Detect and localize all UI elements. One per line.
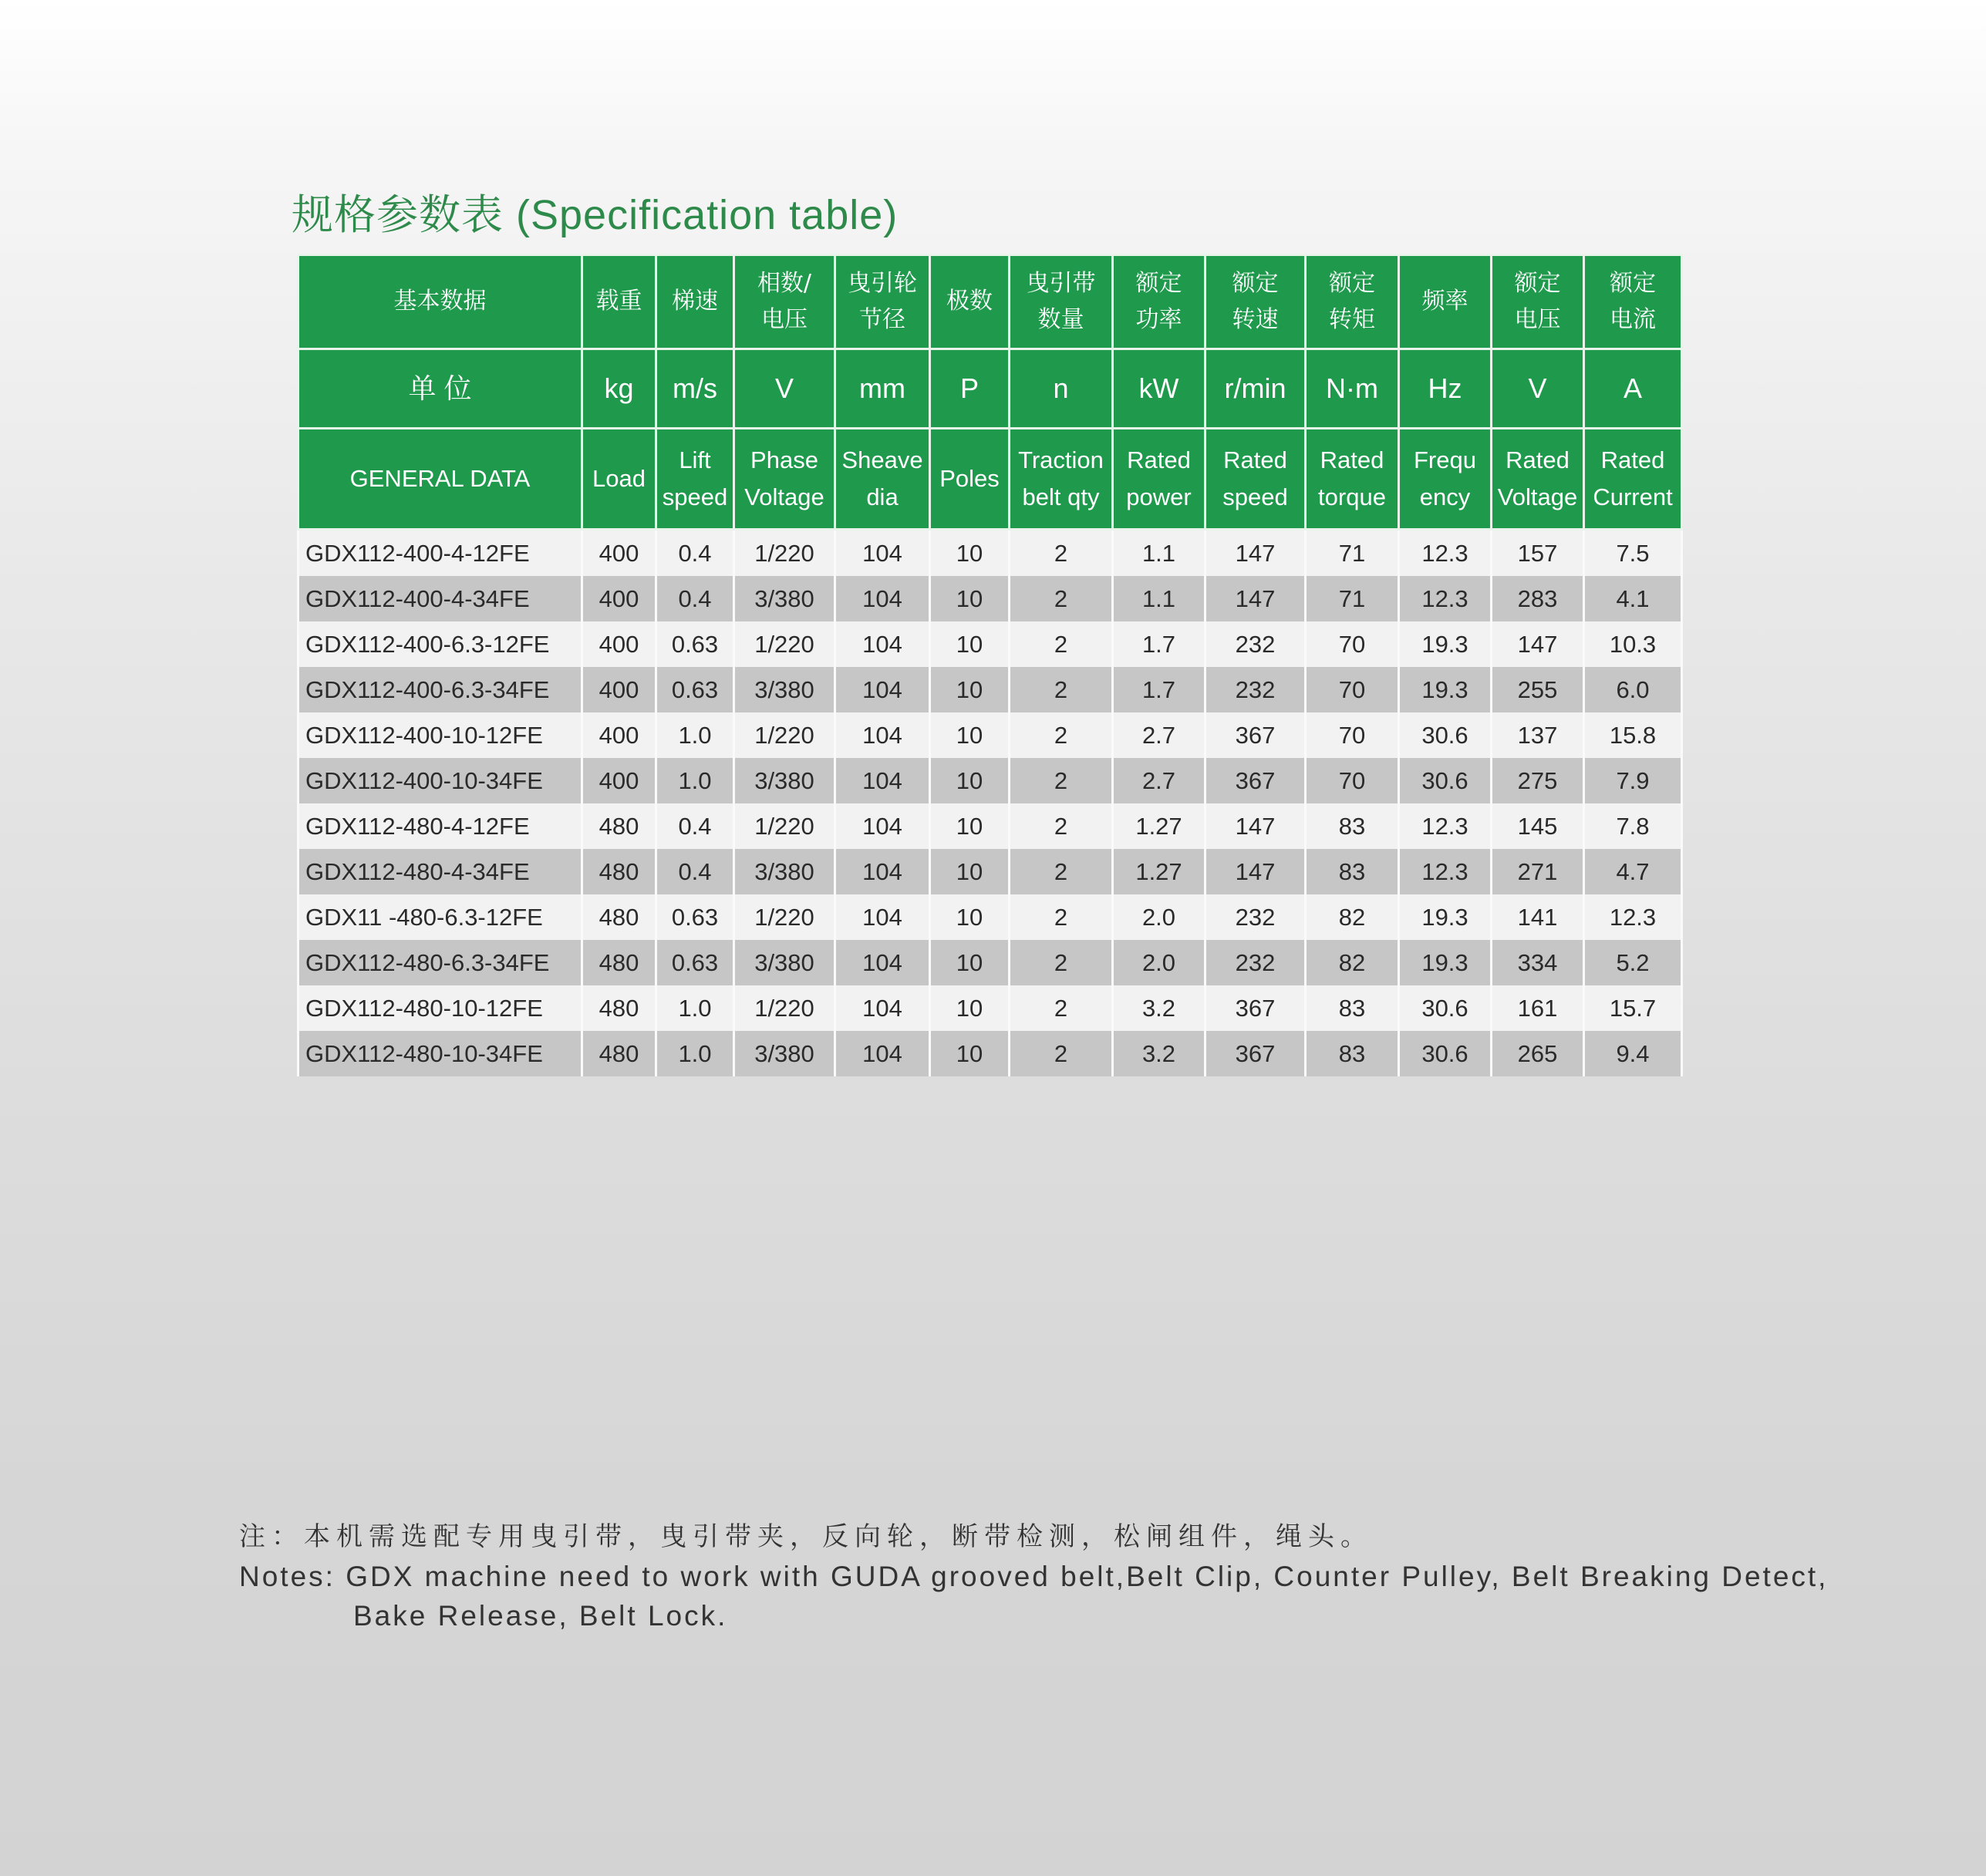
model-cell: GDX112-480-10-12FE — [298, 985, 582, 1031]
header-unit-cell: A — [1584, 349, 1682, 429]
table-cell: 400 — [582, 667, 656, 712]
table-cell: 1/220 — [734, 894, 835, 940]
table-cell: 480 — [582, 849, 656, 894]
table-row — [298, 621, 1682, 667]
table-cell: 147 — [1205, 849, 1306, 894]
header-en-cell: Traction belt qty — [1010, 429, 1113, 530]
header-en-cell: Frequ ency — [1399, 429, 1492, 530]
table-cell: 1.0 — [656, 712, 734, 758]
notes-english-line-1: Notes: GDX machine need to work with GUDA grooved belt,Belt Clip, Counter Pulley, Belt Breaking Detect, — [239, 1561, 1829, 1592]
table-body — [298, 530, 1682, 1077]
table-cell: 15.7 — [1584, 985, 1682, 1031]
notes — [239, 1517, 1828, 1635]
table-cell: 3/380 — [734, 849, 835, 894]
table-cell: 4.1 — [1584, 576, 1682, 621]
table-cell: 334 — [1492, 940, 1584, 985]
model-cell: GDX112-480-4-34FE — [298, 849, 582, 894]
table-cell: 232 — [1205, 894, 1306, 940]
table-cell: 367 — [1205, 712, 1306, 758]
table-cell: 83 — [1306, 985, 1399, 1031]
table-cell: 367 — [1205, 1031, 1306, 1076]
table-cell: 400 — [582, 712, 656, 758]
table-cell: 12.3 — [1399, 576, 1492, 621]
table-cell: 10 — [930, 621, 1010, 667]
table-cell: 2 — [1010, 940, 1113, 985]
header-en-cell: Rated Current — [1584, 429, 1682, 530]
notes-chinese: 注：本机需选配专用曳引带，曳引带夹，反向轮，断带检测，松闸组件，绳头。 — [239, 1521, 1373, 1552]
table-cell: 3/380 — [734, 940, 835, 985]
table-cell: 0.63 — [656, 894, 734, 940]
table-cell: 10 — [930, 1031, 1010, 1076]
table-row — [298, 576, 1682, 621]
table-cell: 10.3 — [1584, 621, 1682, 667]
table-cell: 2.0 — [1113, 894, 1205, 940]
table-cell: 2.7 — [1113, 758, 1205, 803]
table-cell: 480 — [582, 1031, 656, 1076]
model-cell: GDX112-480-4-12FE — [298, 803, 582, 849]
header-cn-cell: 额定 转速 — [1205, 255, 1306, 349]
table-cell: 141 — [1492, 894, 1584, 940]
header-cn-cell: 极数 — [930, 255, 1010, 349]
table-cell: 82 — [1306, 894, 1399, 940]
header-row-english — [298, 429, 1682, 530]
table-cell: 30.6 — [1399, 985, 1492, 1031]
table-cell: 283 — [1492, 576, 1584, 621]
table-cell: 3.2 — [1113, 985, 1205, 1031]
table-cell: 2 — [1010, 849, 1113, 894]
table-cell: 271 — [1492, 849, 1584, 894]
table-cell: 2 — [1010, 576, 1113, 621]
table-cell: 3/380 — [734, 1031, 835, 1076]
table-cell: 147 — [1205, 576, 1306, 621]
header-cn-cell: 梯速 — [656, 255, 734, 349]
table-cell: 1.0 — [656, 758, 734, 803]
table-cell: 157 — [1492, 530, 1584, 577]
header-en-cell: GENERAL DATA — [298, 429, 582, 530]
table-cell: 7.5 — [1584, 530, 1682, 577]
table-cell: 480 — [582, 940, 656, 985]
table-cell: 400 — [582, 758, 656, 803]
table-row — [298, 849, 1682, 894]
table-cell: 265 — [1492, 1031, 1584, 1076]
table-cell: 0.4 — [656, 530, 734, 577]
table-cell: 161 — [1492, 985, 1584, 1031]
table-cell: 30.6 — [1399, 758, 1492, 803]
header-cn-cell: 基本数据 — [298, 255, 582, 349]
table-cell: 10 — [930, 803, 1010, 849]
header-en-cell: Rated power — [1113, 429, 1205, 530]
header-cn-cell: 额定 转矩 — [1306, 255, 1399, 349]
table-cell: 2 — [1010, 803, 1113, 849]
header-unit-cell: n — [1010, 349, 1113, 429]
model-cell: GDX112-400-6.3-34FE — [298, 667, 582, 712]
header-en-cell: Phase Voltage — [734, 429, 835, 530]
table-cell: 2 — [1010, 758, 1113, 803]
table-cell: 70 — [1306, 621, 1399, 667]
table-cell: 104 — [835, 894, 930, 940]
header-unit-cell: N·m — [1306, 349, 1399, 429]
table-cell: 232 — [1205, 621, 1306, 667]
table-cell: 7.9 — [1584, 758, 1682, 803]
table-cell: 1.1 — [1113, 576, 1205, 621]
table-row — [298, 758, 1682, 803]
table-cell: 2 — [1010, 530, 1113, 577]
table-cell: 19.3 — [1399, 940, 1492, 985]
table-cell: 0.4 — [656, 576, 734, 621]
table-cell: 1.0 — [656, 1031, 734, 1076]
table-cell: 19.3 — [1399, 894, 1492, 940]
table-cell: 1/220 — [734, 530, 835, 577]
table-cell: 3/380 — [734, 576, 835, 621]
table-cell: 12.3 — [1399, 849, 1492, 894]
table-cell: 480 — [582, 985, 656, 1031]
header-unit-cell: V — [1492, 349, 1584, 429]
table-cell: 1.1 — [1113, 530, 1205, 577]
table-cell: 2 — [1010, 894, 1113, 940]
model-cell: GDX112-400-10-34FE — [298, 758, 582, 803]
header-cn-cell: 额定 电流 — [1584, 255, 1682, 349]
header-cn-cell: 额定 功率 — [1113, 255, 1205, 349]
table-cell: 9.4 — [1584, 1031, 1682, 1076]
header-unit-cell: r/min — [1205, 349, 1306, 429]
table-cell: 2 — [1010, 712, 1113, 758]
header-en-cell: Load — [582, 429, 656, 530]
table-cell: 147 — [1205, 530, 1306, 577]
table-cell: 10 — [930, 985, 1010, 1031]
table-cell: 2 — [1010, 1031, 1113, 1076]
model-cell: GDX112-480-10-34FE — [298, 1031, 582, 1076]
table-cell: 1/220 — [734, 621, 835, 667]
header-unit-cell: Hz — [1399, 349, 1492, 429]
header-en-cell: Lift speed — [656, 429, 734, 530]
header-unit-cell: P — [930, 349, 1010, 429]
table-cell: 367 — [1205, 758, 1306, 803]
header-cn-cell: 曳引带 数量 — [1010, 255, 1113, 349]
table-row — [298, 940, 1682, 985]
table-cell: 480 — [582, 803, 656, 849]
table-cell: 19.3 — [1399, 621, 1492, 667]
table-cell: 0.63 — [656, 667, 734, 712]
table-cell: 71 — [1306, 576, 1399, 621]
table-cell: 10 — [930, 940, 1010, 985]
model-cell: GDX112-400-4-34FE — [298, 576, 582, 621]
table-cell: 145 — [1492, 803, 1584, 849]
table-cell: 400 — [582, 530, 656, 577]
table-cell: 6.0 — [1584, 667, 1682, 712]
table-cell: 2 — [1010, 621, 1113, 667]
table-cell: 2.7 — [1113, 712, 1205, 758]
table-cell: 70 — [1306, 712, 1399, 758]
table-cell: 275 — [1492, 758, 1584, 803]
header-cn-cell: 曳引轮 节径 — [835, 255, 930, 349]
table-cell: 15.8 — [1584, 712, 1682, 758]
table-cell: 3/380 — [734, 667, 835, 712]
table-cell: 10 — [930, 894, 1010, 940]
table-cell: 3.2 — [1113, 1031, 1205, 1076]
table-cell: 137 — [1492, 712, 1584, 758]
header-cn-cell: 额定 电压 — [1492, 255, 1584, 349]
table-cell: 2 — [1010, 985, 1113, 1031]
header-unit-cell: kg — [582, 349, 656, 429]
table-row — [298, 803, 1682, 849]
table-cell: 104 — [835, 758, 930, 803]
header-en-cell: Poles — [930, 429, 1010, 530]
table-cell: 1.7 — [1113, 621, 1205, 667]
table-cell: 19.3 — [1399, 667, 1492, 712]
table-cell: 232 — [1205, 667, 1306, 712]
table-cell: 232 — [1205, 940, 1306, 985]
table-cell: 70 — [1306, 758, 1399, 803]
table-cell: 104 — [835, 621, 930, 667]
header-en-cell: Rated torque — [1306, 429, 1399, 530]
model-cell: GDX112-400-10-12FE — [298, 712, 582, 758]
table-cell: 0.4 — [656, 849, 734, 894]
table-cell: 480 — [582, 894, 656, 940]
table-cell: 4.7 — [1584, 849, 1682, 894]
table-cell: 104 — [835, 712, 930, 758]
table-cell: 104 — [835, 985, 930, 1031]
table-cell: 147 — [1492, 621, 1584, 667]
table-cell: 70 — [1306, 667, 1399, 712]
specification-table — [297, 254, 1683, 1076]
table-cell: 104 — [835, 530, 930, 577]
model-cell: GDX112-400-4-12FE — [298, 530, 582, 577]
table-row — [298, 667, 1682, 712]
table-cell: 0.63 — [656, 621, 734, 667]
table-row — [298, 894, 1682, 940]
table-cell: 104 — [835, 1031, 930, 1076]
table-cell: 2 — [1010, 667, 1113, 712]
header-en-cell: Sheave dia — [835, 429, 930, 530]
table-row — [298, 985, 1682, 1031]
table-cell: 10 — [930, 712, 1010, 758]
table-row — [298, 1031, 1682, 1076]
table-cell: 83 — [1306, 1031, 1399, 1076]
table-row — [298, 530, 1682, 577]
notes-english-line-2: Bake Release, Belt Lock. — [353, 1600, 728, 1632]
header-cn-cell: 相数/ 电压 — [734, 255, 835, 349]
header-en-cell: Rated speed — [1205, 429, 1306, 530]
table-cell: 400 — [582, 576, 656, 621]
table-cell: 104 — [835, 576, 930, 621]
header-unit-cell: mm — [835, 349, 930, 429]
page-title: 规格参数表 (Specification table) — [292, 192, 899, 238]
table-cell: 10 — [930, 849, 1010, 894]
table-cell: 1.27 — [1113, 803, 1205, 849]
table-row — [298, 712, 1682, 758]
header-row-chinese — [298, 255, 1682, 349]
table-cell: 71 — [1306, 530, 1399, 577]
header-row-units — [298, 349, 1682, 429]
table-cell: 104 — [835, 940, 930, 985]
header-unit-cell: 单 位 — [298, 349, 582, 429]
table-cell: 83 — [1306, 803, 1399, 849]
table-cell: 7.8 — [1584, 803, 1682, 849]
table-cell: 255 — [1492, 667, 1584, 712]
header-cn-cell: 载重 — [582, 255, 656, 349]
table-cell: 83 — [1306, 849, 1399, 894]
table-cell: 10 — [930, 530, 1010, 577]
table-cell: 367 — [1205, 985, 1306, 1031]
table-cell: 10 — [930, 667, 1010, 712]
header-unit-cell: kW — [1113, 349, 1205, 429]
header-cn-cell: 频率 — [1399, 255, 1492, 349]
table-cell: 0.63 — [656, 940, 734, 985]
table-cell: 1/220 — [734, 712, 835, 758]
header-unit-cell: V — [734, 349, 835, 429]
model-cell: GDX11 -480-6.3-12FE — [298, 894, 582, 940]
table-cell: 1/220 — [734, 803, 835, 849]
table-cell: 104 — [835, 849, 930, 894]
table-cell: 82 — [1306, 940, 1399, 985]
table-cell: 1/220 — [734, 985, 835, 1031]
table-cell: 12.3 — [1399, 530, 1492, 577]
header-en-cell: Rated Voltage — [1492, 429, 1584, 530]
table-cell: 30.6 — [1399, 712, 1492, 758]
table-cell: 30.6 — [1399, 1031, 1492, 1076]
table-cell: 104 — [835, 667, 930, 712]
table-cell: 12.3 — [1399, 803, 1492, 849]
table-cell: 400 — [582, 621, 656, 667]
model-cell: GDX112-480-6.3-34FE — [298, 940, 582, 985]
table-cell: 147 — [1205, 803, 1306, 849]
model-cell: GDX112-400-6.3-12FE — [298, 621, 582, 667]
header-unit-cell: m/s — [656, 349, 734, 429]
table-cell: 1.27 — [1113, 849, 1205, 894]
table-cell: 2.0 — [1113, 940, 1205, 985]
table-cell: 10 — [930, 758, 1010, 803]
table-cell: 1.7 — [1113, 667, 1205, 712]
table-cell: 5.2 — [1584, 940, 1682, 985]
table-cell: 1.0 — [656, 985, 734, 1031]
table-cell: 3/380 — [734, 758, 835, 803]
table-cell: 10 — [930, 576, 1010, 621]
table-cell: 0.4 — [656, 803, 734, 849]
table-cell: 104 — [835, 803, 930, 849]
table-cell: 12.3 — [1584, 894, 1682, 940]
